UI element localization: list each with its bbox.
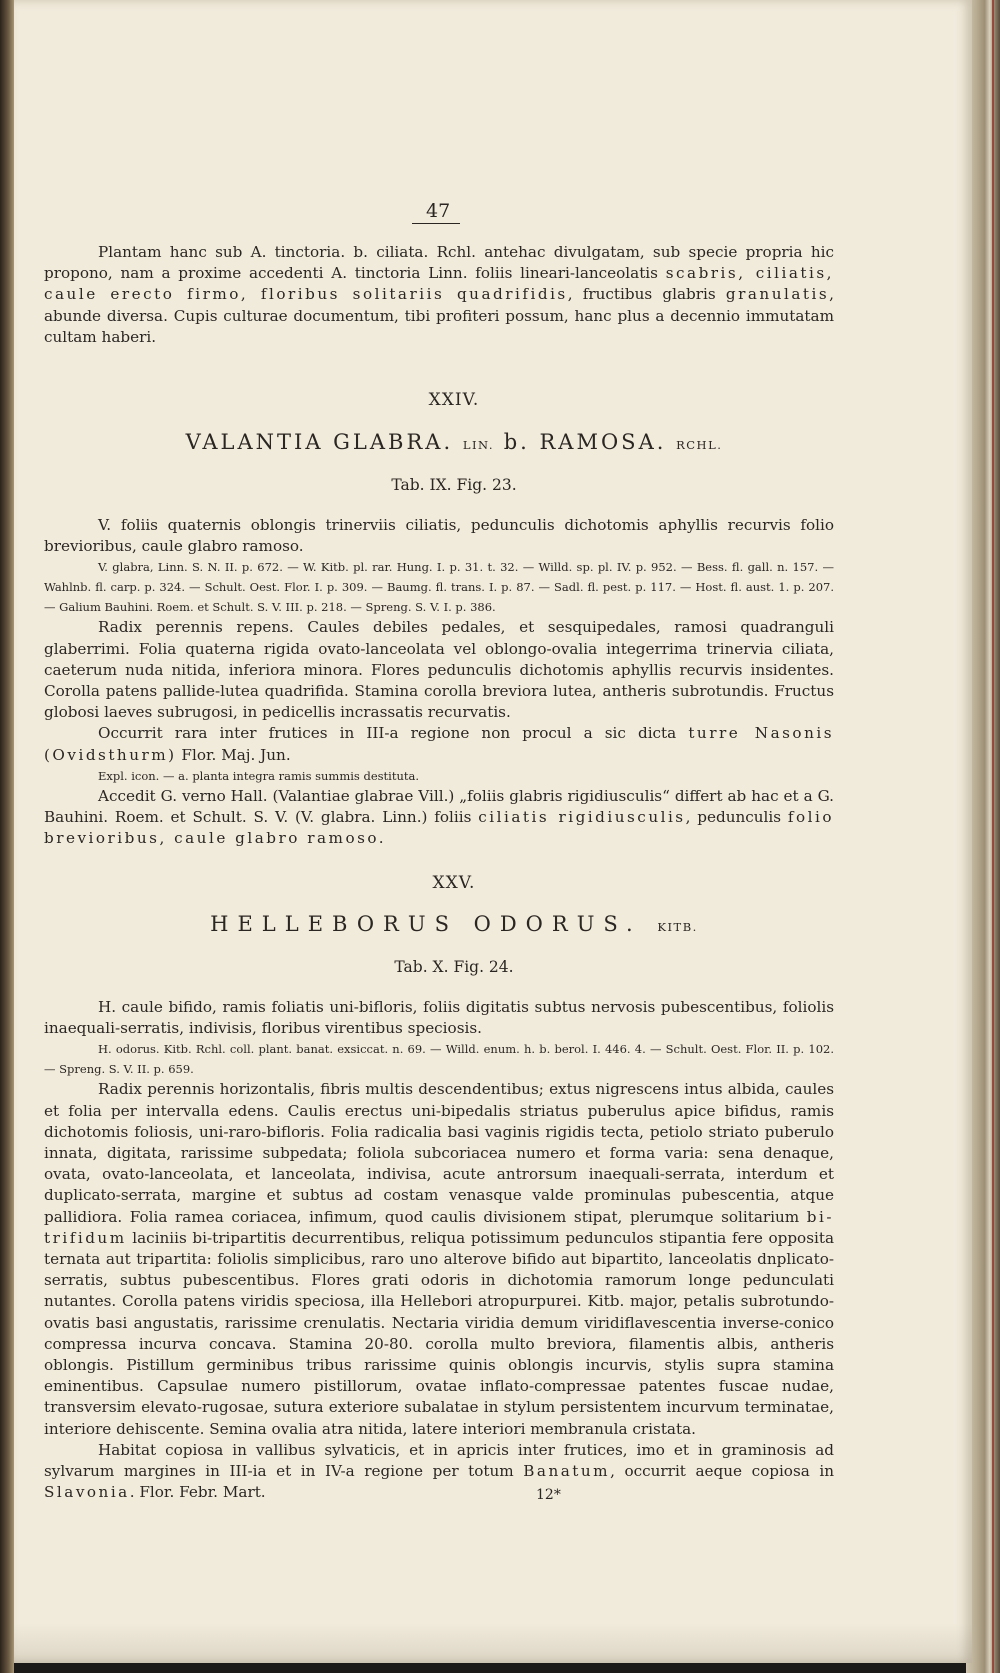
- habitat-25-text-2: , occurrit aeque copiosa in: [610, 1462, 834, 1481]
- species-variety-24: b. RAMOSA.: [503, 430, 667, 454]
- intro-text-2: , fructibus glabris: [567, 285, 726, 304]
- habitat-25-region-2: Slavonia: [44, 1483, 130, 1502]
- diagnosis-25: H. caule bifido, ramis foliatis uni-bifloris, foliis digitatis subtus nervosis pubescentibus, foliolis inaequali-serratis, indivisis, floribus virentibus speciosis.: [44, 998, 834, 1038]
- species-title-24: [14, 430, 894, 454]
- citations-25: H. odorus. Kitb. Rchl. coll. plant. banat. exsiccat. n. 69. — Willd. enum. h. b. berol. I. 446. 4. — Schult. Oest. Flor. II. p. 102. — Spreng. S. V. II. p. 659.: [44, 1042, 834, 1077]
- habitat-25-region-1: Banatum: [523, 1462, 611, 1481]
- species-name-24: VALANTIA GLABRA.: [185, 430, 454, 454]
- species-author-24b: RCHL.: [676, 438, 723, 452]
- accedit-24-spaced-2: folio brevioribus, caule glabro ramoso.: [44, 808, 834, 848]
- description-25-text-1: Radix perennis horizontalis, fibris multis descendentibus; extus nigrescens intus albida, caules et folia per intervalla edens. Caulis erectus uni-bipedalis striatus puberulus apice bifidus, ramis dichotomis foliosis, uni-raro-bifloris. Folia radicalia basi vaginis rigidis tecta, petiolo striato puberulo innata, digitata, rarissime subpedata; foliola subcoriacea numero et forma varia: sena denaque, ovata, ovato-lanceolata, et lanceolata, indivisa, acute antrorsum inaequali-serrata, interdum et duplicato-serrata, margine et subtus ad costam venasque valde prominulas pubescentia, atque pallidiora. Folia ramea coriacea, infimum, quod caulis divisionem stipat, plerumque solitarium: [44, 1080, 834, 1226]
- habitat-24-text-1: Occurrit rara inter frutices in III-a regione non procul a sic dicta: [98, 724, 689, 743]
- species-author-24a: LIN.: [462, 438, 494, 452]
- page-number: 47: [412, 200, 460, 224]
- intro-paragraph: [44, 242, 834, 348]
- habitat-24: [44, 723, 834, 765]
- section-number-25: XXV.: [432, 873, 476, 893]
- accedit-24-text-1: Accedit G. verno Hall. (Valantiae glabrae Vill.) „foliis glabris rigidiusculis“ differt ab hac et a G. Bauhini. Roem. et Schult. S. V. (V. glabra. Linn.) foliis: [44, 786, 834, 827]
- section-number-24: XXIV.: [428, 390, 480, 410]
- plate-reference-24: Tab. IX. Fig. 23.: [391, 476, 517, 494]
- accedit-24-spaced-1: ciliatis rigidiusculis: [478, 808, 686, 827]
- description-24: Radix perennis repens. Caules debiles pedales, et sesquipedales, ramosi quadranguli glaberrimi. Folia quaterna rigida ovato-lanceolata vel oblongo-ovalia integerrima trinervia ciliata, caeterum nuda nitida, inferiora minora. Flores pedunculis dichotomis aphyllis recurvis insidentes. Corolla patens pallide-lutea quadrifida. Stamina corolla breviora lutea, antheris subrotundis. Fructus globosi laeves subrugosi, in pedicellis incrassatis recurvatis.: [44, 618, 834, 722]
- habitat-25: [44, 1440, 834, 1504]
- habitat-24-locality: turre Nasonis (Ovidsthurm): [44, 724, 835, 764]
- habitat-25-text-1: Habitat copiosa in vallibus sylvaticis, et in apricis inter frutices, imo et in graminosis ad sylvarum margines in III-ia et in IV-a regione per totum: [44, 1440, 834, 1481]
- cover-edge-line: [992, 0, 994, 1673]
- accedit-24-text-2: , pedunculis: [685, 808, 788, 827]
- intro-spaced-2: granulatis: [725, 285, 830, 304]
- description-25: [44, 1079, 834, 1439]
- habitat-25-text-3: . Flor. Febr. Mart.: [129, 1483, 266, 1502]
- diagnosis-24: V. foliis quaternis oblongis trinerviis ciliatis, pedunculis dichotomis aphyllis recurvis folio brevioribus, caule glabro ramoso.: [44, 516, 834, 556]
- binding-edge: [0, 0, 14, 1673]
- book-page: [14, 0, 972, 1663]
- description-25-text-2: laciniis bi-tripartitis decurrentibus, reliqua potissimum pedunculos stipantia fere opposita ternata aut tripartita: foliolis simplicibus, raro uno alterove bifido aut bipartito, lanceolatis dnplicato-serratis, subtus pubescentibus. Flores grati odoris in dichotomia ramorum longe pedunculati nutantes. Corolla patens viridis speciosa, illa Hellebori atropurpurei. Kitb. major, petalis subrotundo-ovatis basi angustatis, rarissime crenulatis. Nectaria viridia demum viridiflavescentia inverse-conico compressa incurva concava. Stamina 20-80. corolla multo breviora, filamentis albis, antheris oblongis. Pistillum germinibus tribus rarissime quinis oblongis incurvis, stylis supra stamina eminentibus. Capsulae numero pistillorum, ovatae inflato-compressae patentes fuscae nudae, transversim elevato-rugosae, sutura exteriore subalatae in stylum persistentem incurvum terminatae, interiore dehiscente. Semina ovalia atra nitida, latere interiori membranula cristata.: [44, 1228, 834, 1438]
- intro-text-1: Plantam hanc sub A. tinctoria. b. ciliata. Rchl. antehac divulgatam, sub specie propria hic propono, nam a proxime accedenti A. tinctoria Linn. foliis lineari-lanceolatis: [44, 243, 834, 283]
- description-25-spaced: bi-trifidum: [44, 1207, 834, 1247]
- section-24-body: [44, 515, 834, 849]
- intro-text-3: , abunde diversa. Cupis culturae documentum, tibi profiteri possum, hanc plus a decennio immutatam cultam haberi.: [44, 285, 834, 346]
- habitat-24-text-2: Flor. Maj. Jun.: [176, 745, 291, 764]
- icon-explanation-24: Expl. icon. — a. planta integra ramis summis destituta.: [98, 768, 420, 783]
- species-name-25: HELLEBORUS ODORUS.: [210, 912, 642, 936]
- citations-24: V. glabra, Linn. S. N. II. p. 672. — W. Kitb. pl. rar. Hung. I. p. 31. t. 32. — Willd. sp. pl. IV. p. 952. — Bess. fl. gall. n. 157. — Wahlnb. fl. carp. p. 324. — Schult. Oest. Flor. I. p. 309. — Baumg. fl. trans. I. p. 87. — Sadl. fl. pest. p. 117. — Host. fl. aust. 1. p. 207. — Galium Bauhini. Roem. et Schult. S. V. III. p. 218. — Spreng. S. V. I. p. 386.: [44, 560, 834, 615]
- signature-mark: 12*: [536, 1487, 561, 1503]
- intro-spaced-1: scabris, ciliatis, caule erecto firmo, floribus solitariis quadrifidis: [44, 264, 835, 304]
- species-author-25: KITB.: [657, 920, 698, 934]
- accedit-24: [44, 786, 834, 850]
- plate-reference-25: Tab. X. Fig. 24.: [394, 958, 514, 976]
- species-title-25: [14, 912, 894, 936]
- section-25-body: [44, 997, 834, 1503]
